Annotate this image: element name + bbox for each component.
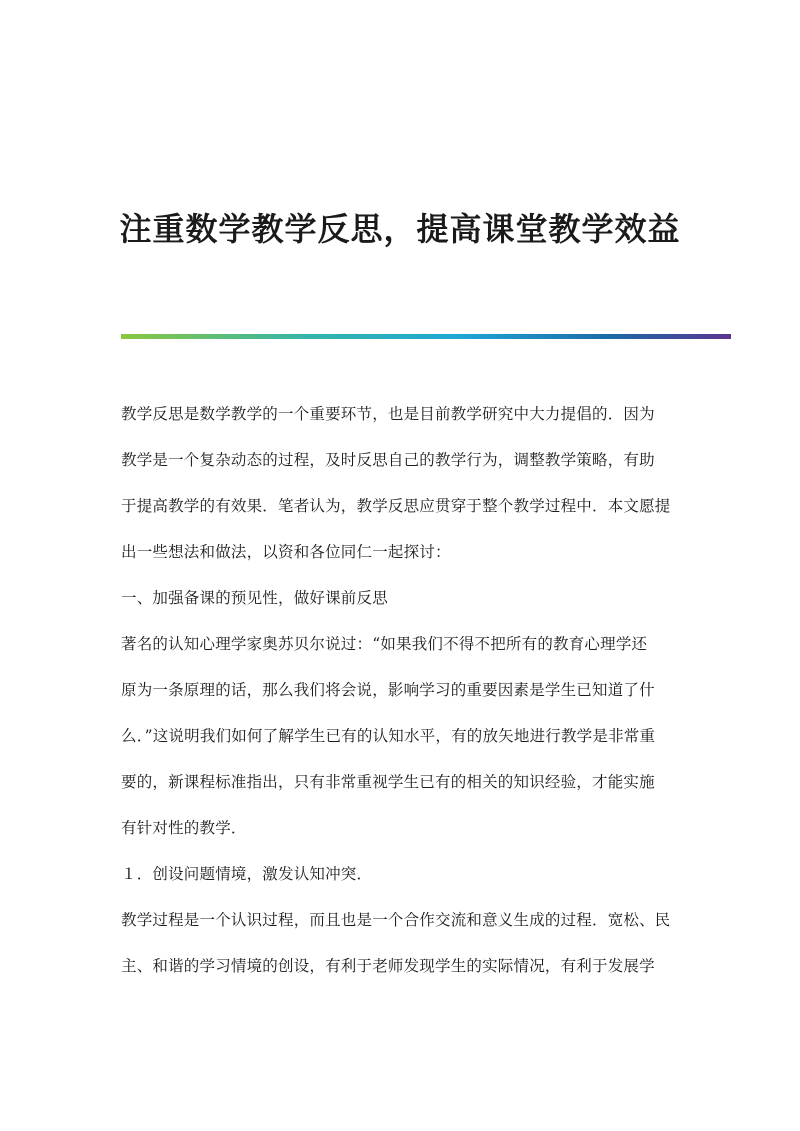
document-title: 注重数学教学反思，提高课堂教学效益	[119, 210, 681, 249]
paragraph-line: 有针对性的教学．	[121, 819, 247, 837]
paragraph-line: 于提高教学的有效果．笔者认为，教学反思应贯穿于整个教学过程中．本文愿提	[121, 497, 671, 515]
paragraph-line: 要的，新课程标准指出，只有非常重视学生已有的相关的知识经验，才能实施	[121, 773, 655, 791]
paragraph-line: 原为一条原理的话，那么我们将会说，影响学习的重要因素是学生已知道了什	[121, 681, 655, 699]
document-body	[121, 404, 681, 1002]
paragraph-line: 么．”这说明我们如何了解学生已有的认知水平，有的放矢地进行教学是非常重	[121, 727, 656, 745]
paragraph-line: 教学是一个复杂动态的过程，及时反思自己的教学行为，调整教学策略，有助	[121, 451, 655, 469]
paragraph-line: 教学过程是一个认识过程，而且也是一个合作交流和意义生成的过程．宽松、民	[121, 911, 671, 929]
subsection-heading: １．创设问题情境，激发认知冲突．	[121, 865, 373, 883]
paragraph-line: 著名的认知心理学家奥苏贝尔说过：“如果我们不得不把所有的教育心理学还	[121, 635, 648, 653]
paragraph-line: 教学反思是数学教学的一个重要环节，也是目前教学研究中大力提倡的．因为	[121, 405, 655, 423]
paragraph-line: 出一些想法和做法，以资和各位同仁一起探讨：	[121, 543, 451, 561]
paragraph-line: 主、和谐的学习情境的创设，有利于老师发现学生的实际情况，有利于发展学	[121, 957, 655, 975]
section-heading: 一、加强备课的预见性，做好课前反思	[121, 589, 388, 607]
title-divider	[121, 334, 731, 339]
